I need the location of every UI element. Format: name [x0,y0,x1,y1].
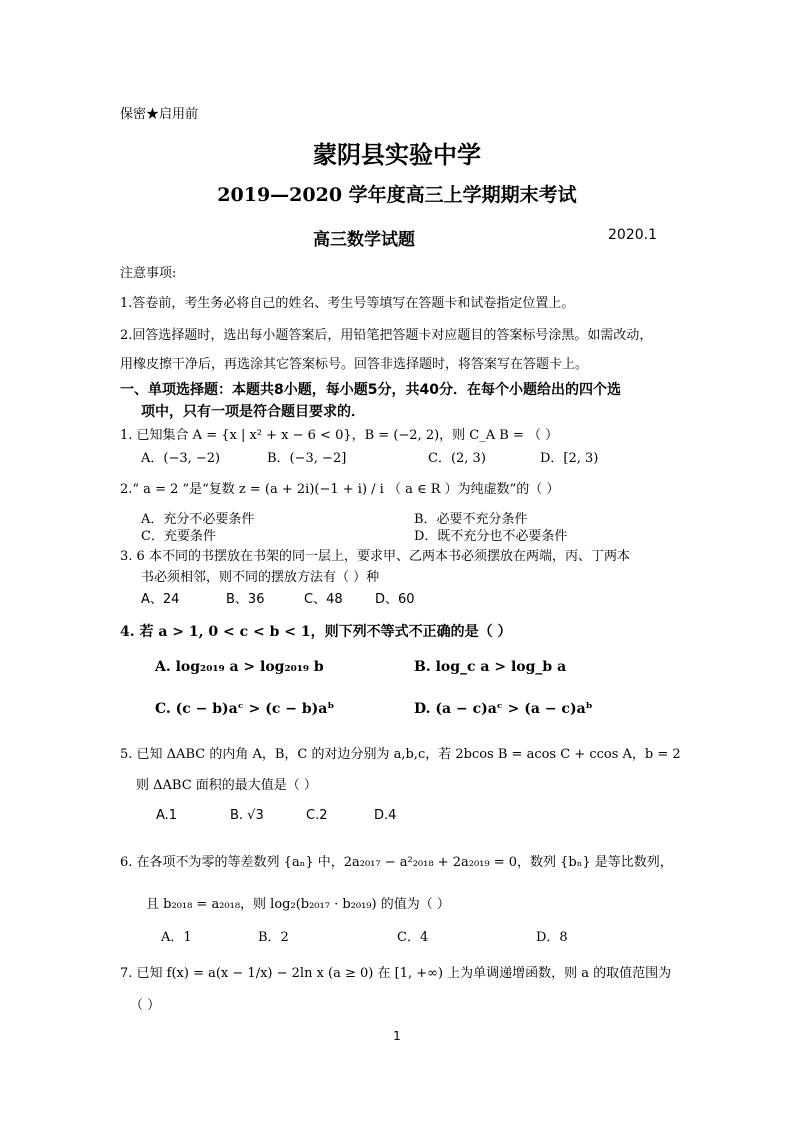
question-4-option-b[interactable]: B. log_c a > log_b a [414,659,567,675]
question-4-option-a[interactable]: A. log₂₀₁₉ a > log₂₀₁₉ b [155,659,324,675]
question-4-option-c[interactable]: C. (c − b)aᶜ > (c − b)aᵇ [155,701,335,717]
question-7-stem-line-1: 7. 已知 f(x) = a(x − 1/x) − 2ln x (a ≥ 0) 在 [1, +∞) 上为单调递增函数，则 a 的取值范围为 [120,966,672,981]
question-3-stem-line-2: 书必须相邻，则不同的摆放方法有（ ）种 [141,570,380,585]
question-1-option-b[interactable]: B．(−3, −2] [267,451,347,466]
question-6-stem-line-1: 6. 在各项不为零的等差数列 {aₙ} 中，2a₂₀₁₇ − a²₂₀₁₈ + 2a₂₀₁₉ = 0，数列 {bₙ} 是等比数列， [120,855,673,870]
page-number: 1 [393,1029,401,1043]
question-1-stem: 1. 已知集合 A = {x | x² + x − 6 < 0}，B = (−2, 2)，则 C_A B = （ ） [120,428,559,443]
question-6-option-d[interactable]: D．8 [536,930,568,945]
question-3-option-a[interactable]: A、24 [141,592,180,607]
question-3-stem-line-1: 3. 6 本不同的书摆放在书架的同一层上，要求甲、乙两本书必须摆放在两端，丙、丁两本 [120,549,630,564]
question-2-option-a[interactable]: A．充分不必要条件 [141,512,255,527]
question-2-option-d[interactable]: D．既不充分也不必要条件 [414,529,568,544]
question-6-option-a[interactable]: A．1 [161,930,192,945]
school-name: 蒙阴县实验中学 [313,140,481,169]
question-4-option-d[interactable]: D. (a − c)aᶜ > (a − c)aᵇ [414,701,593,717]
note-2-line-1: 2.回答选择题时，选出每小题答案后，用铅笔把答题卡对应题目的答案标号涂黑。如需改动， [120,328,653,343]
question-3-option-b[interactable]: B、36 [226,592,265,607]
note-2-line-2: 用橡皮擦干净后，再选涂其它答案标号。回答非选择题时，将答案写在答题卡上。 [120,357,589,372]
question-5-stem-line-1: 5. 已知 ΔABC 的内角 A，B，C 的对边分别为 a,b,c，若 2bcos B = acos C + ccos A，b = 2 [120,747,681,762]
question-4-stem: 4. 若 a > 1, 0 < c < b < 1，则下列不等式不正确的是（ ） [120,624,512,640]
question-6-option-c[interactable]: C．4 [397,930,429,945]
question-3-option-d[interactable]: D、60 [375,592,415,607]
question-2-stem: 2.“ a = 2 ”是“复数 z = (a + 2i)(−1 + i) / i （ a ∈ R ）为纯虚数”的（ ） [120,482,560,497]
notes-title: 注意事项: [120,266,177,281]
note-1: 1.答卷前，考生务必将自己的姓名、考生号等填写在答题卡和试卷指定位置上。 [120,296,575,311]
question-5-option-b[interactable]: B. √3 [230,808,264,823]
question-6-option-b[interactable]: B．2 [258,930,289,945]
paper-subject: 高三数学试题 [313,230,415,250]
question-2-option-c[interactable]: C．充要条件 [141,529,216,544]
question-5-stem-line-2: 则 ΔABC 面积的最大值是（ ） [136,778,317,793]
section-heading-line-1: 一、单项选择题：本题共8小题，每小题5分，共40分．在每个小题给出的四个选 [120,382,621,398]
question-5-option-d[interactable]: D.4 [374,808,397,823]
question-6-stem-line-2: 且 b₂₀₁₈ = a₂₀₁₈，则 log₂(b₂₀₁₇ · b₂₀₁₉) 的值为（ ） [146,897,450,912]
question-2-option-b[interactable]: B．必要不充分条件 [414,512,528,527]
section-heading-line-2: 项中，只有一项是符合题目要求的． [141,404,365,420]
question-7-stem-line-2: （ ） [130,998,161,1013]
question-1-option-d[interactable]: D．[2, 3) [540,451,599,466]
exam-date: 2020.1 [608,227,657,243]
question-1-option-c[interactable]: C．(2, 3) [428,451,486,466]
question-5-option-a[interactable]: A.1 [156,808,178,823]
exam-title: 2019—2020 学年度高三上学期期末考试 [217,184,577,206]
confidential-mark: 保密★启用前 [120,107,199,122]
question-5-option-c[interactable]: C.2 [306,808,328,823]
question-1-option-a[interactable]: A．(−3, −2) [141,451,221,466]
question-3-option-c[interactable]: C、48 [304,592,343,607]
